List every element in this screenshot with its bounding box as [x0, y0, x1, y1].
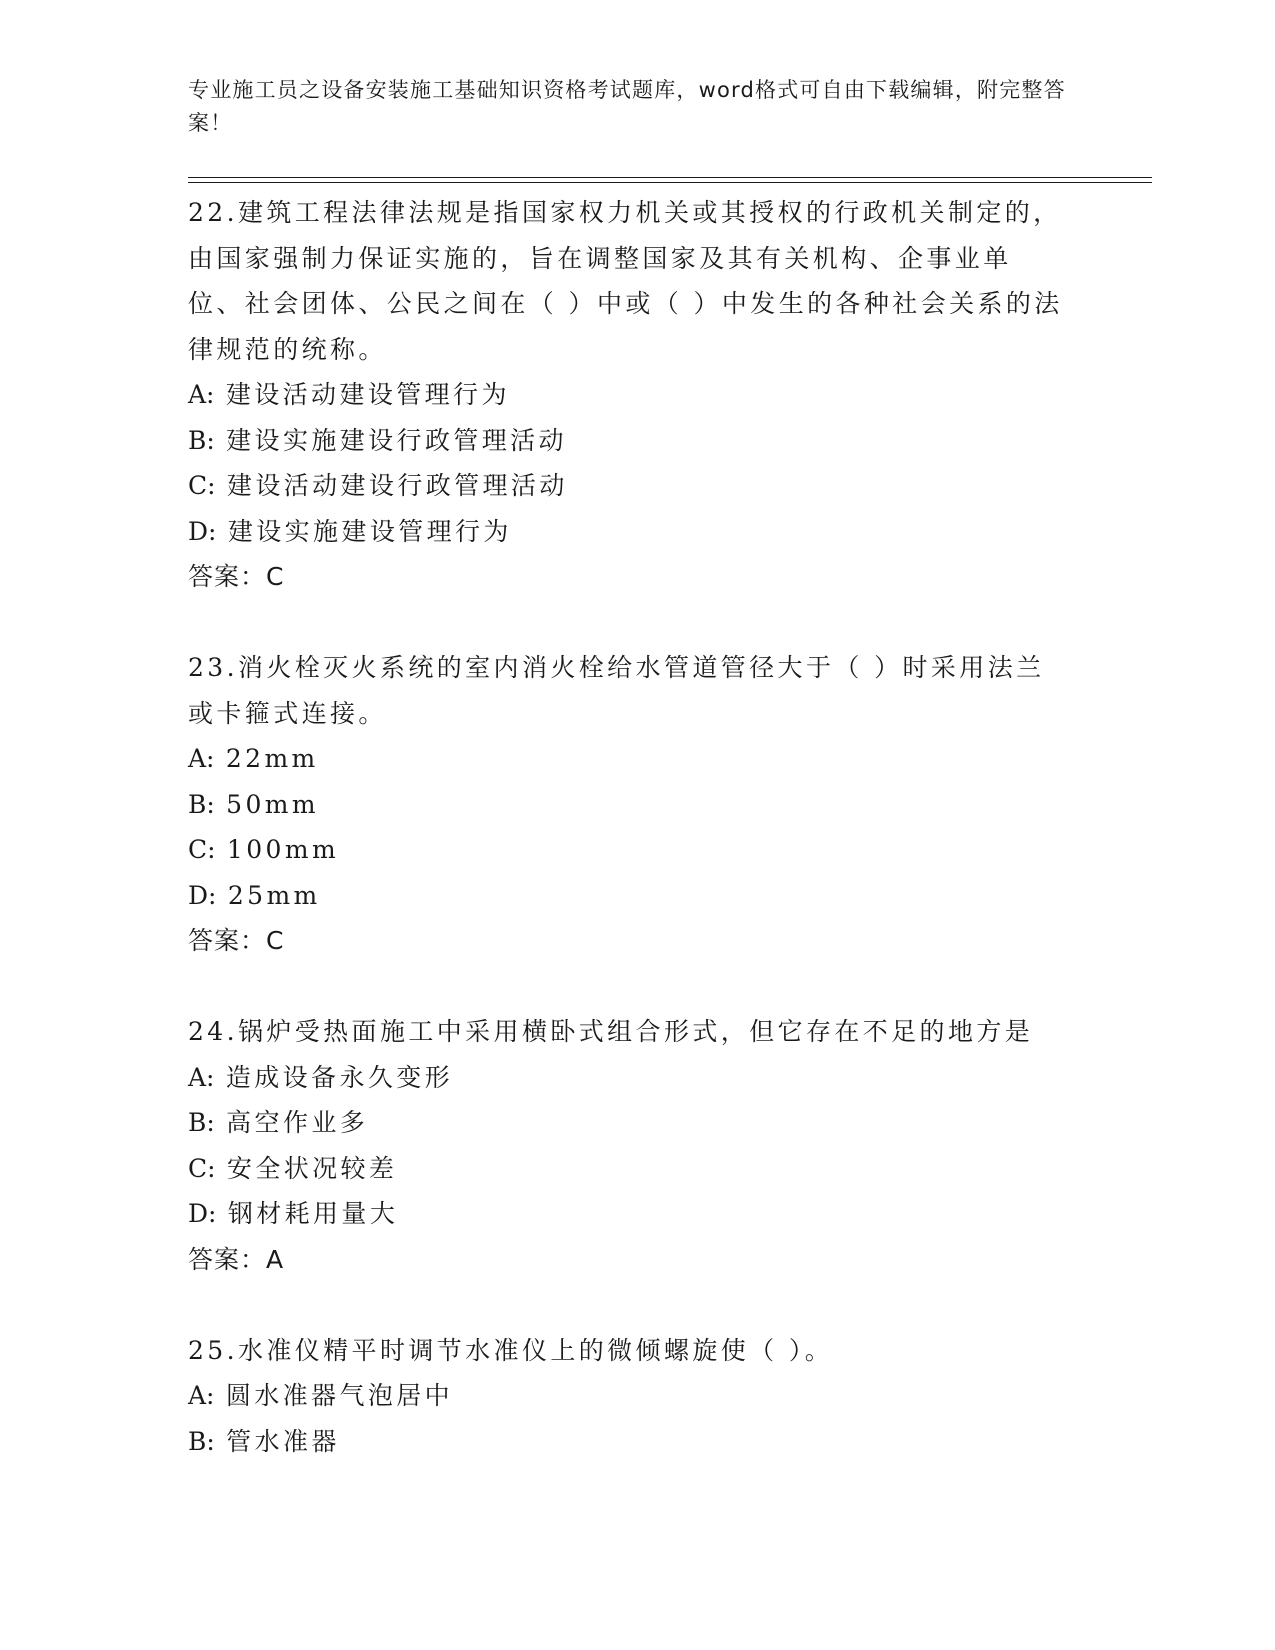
option-text: 建设活动建设行政管理活动 [226, 471, 568, 500]
option-a [188, 372, 1068, 418]
answer-label: 答案：C [188, 562, 285, 591]
question-25 [188, 1328, 1068, 1465]
option-text: 建设实施建设行政管理活动 [226, 425, 567, 455]
option-text: 22mm [225, 744, 319, 773]
header-divider-bottom [188, 182, 1152, 183]
header-divider-top [188, 177, 1152, 178]
option-b [188, 782, 1068, 828]
option-letter: B: [188, 789, 215, 819]
question-gap [188, 600, 1068, 645]
option-letter: A: [188, 1381, 215, 1410]
question-22 [188, 190, 1068, 600]
option-text: 50mm [226, 789, 319, 819]
option-text: 高空作业多 [226, 1108, 369, 1137]
question-text: 24.锅炉受热面施工中采用横卧式组合形式，但它存在不足的地方是 [188, 1017, 1034, 1046]
question-23 [188, 645, 1068, 964]
option-text: 安全状况较差 [226, 1153, 398, 1183]
option-a [188, 736, 1068, 782]
answer-label: 答案：A [188, 1244, 285, 1274]
option-text: 建设活动建设管理行为 [225, 380, 510, 409]
option-text: 管水准器 [226, 1426, 340, 1456]
option-b [188, 1100, 1068, 1146]
option-letter: B: [188, 1108, 215, 1137]
option-d [188, 509, 1068, 555]
option-b [188, 418, 1068, 464]
option-text: 圆水准器气泡居中 [225, 1381, 454, 1410]
option-text: 100mm [226, 835, 340, 864]
option-a [188, 1373, 1068, 1419]
question-24 [188, 1009, 1068, 1283]
option-letter: B: [188, 425, 215, 455]
option-letter: B: [188, 1426, 215, 1456]
option-letter: D: [188, 516, 217, 546]
option-d [188, 873, 1068, 919]
question-gap [188, 964, 1068, 1009]
question-text: 22.建筑工程法律法规是指国家权力机关或其授权的行政机关制定的，由国家强制力保证实施的，旨在调整国家及其有关机构、企事业单位、社会团体、公民之间在（ ）中或（ ）中发生的各种社会关系的法律规范的统称。 [188, 198, 1063, 364]
question-text: 23.消火栓灭火系统的室内消火栓给水管道管径大于（ ）时采用法兰或卡箍式连接。 [188, 653, 1045, 728]
option-letter: C: [188, 835, 216, 864]
option-letter: C: [188, 1153, 216, 1183]
option-d [188, 1191, 1068, 1237]
question-text: 25.水准仪精平时调节水准仪上的微倾螺旋使（ ）。 [188, 1335, 834, 1365]
option-a [188, 1055, 1068, 1101]
option-b [188, 1419, 1068, 1465]
option-letter: C: [188, 471, 216, 500]
option-c [188, 827, 1068, 873]
option-letter: A: [188, 744, 215, 773]
answer-label: 答案：C [188, 926, 285, 955]
option-letter: D: [188, 1199, 217, 1228]
option-c [188, 1146, 1068, 1192]
option-text: 钢材耗用量大 [227, 1199, 399, 1228]
document-header: 专业施工员之设备安装施工基础知识资格考试题库，word格式可自由下载编辑，附完整答案！ [188, 78, 1066, 135]
question-list [188, 190, 1068, 1464]
option-letter: A: [188, 380, 215, 409]
question-gap [188, 1283, 1068, 1328]
option-text: 造成设备永久变形 [225, 1062, 454, 1092]
option-text: 建设实施建设管理行为 [227, 516, 512, 546]
option-letter: D: [188, 880, 217, 910]
option-text: 25mm [227, 880, 321, 910]
option-letter: A: [188, 1062, 215, 1092]
option-c [188, 463, 1068, 509]
